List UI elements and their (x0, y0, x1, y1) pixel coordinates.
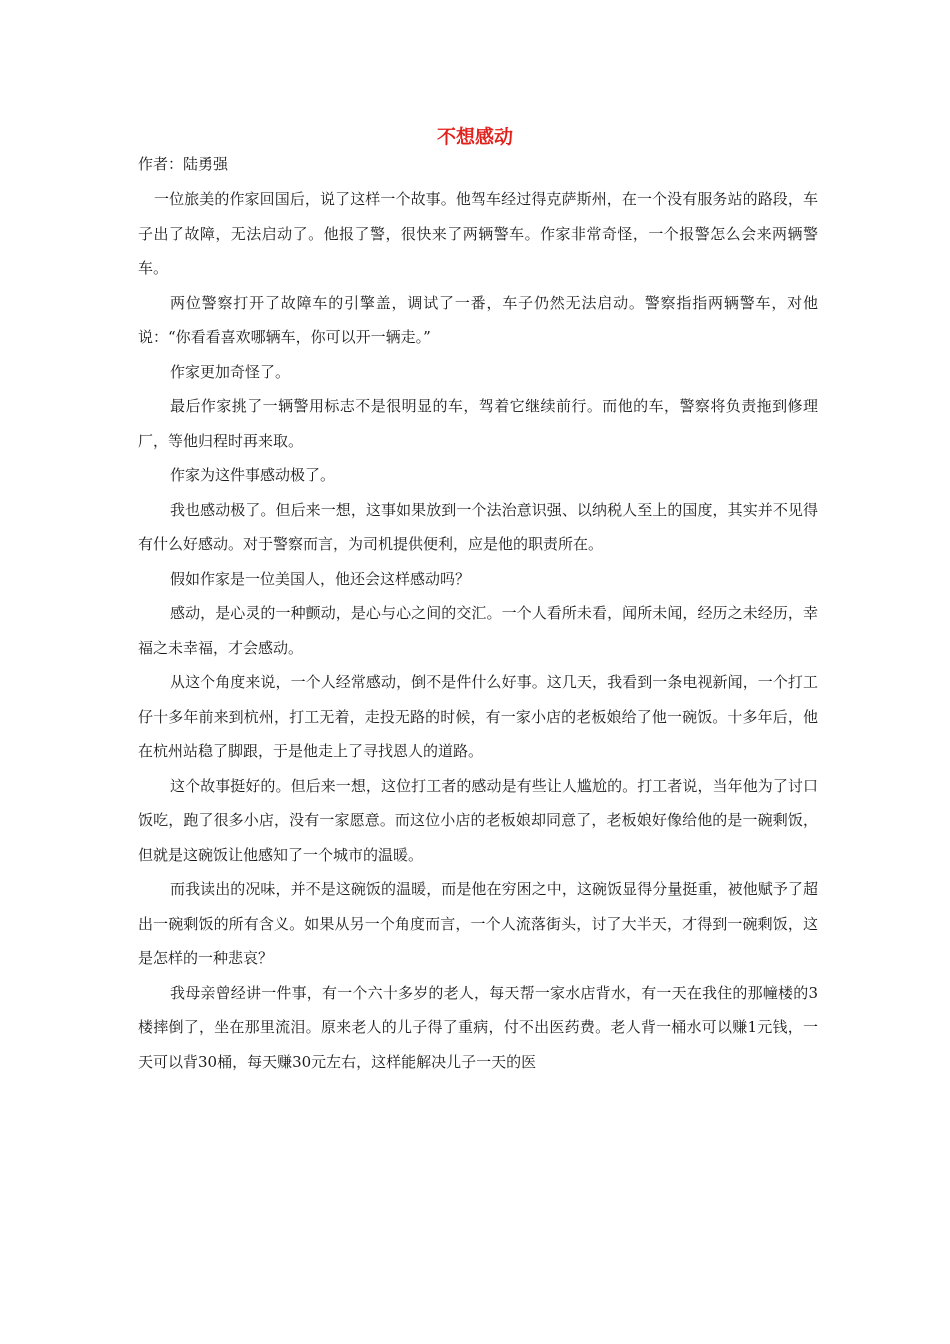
paragraph: 最后作家挑了一辆警用标志不是很明显的车，驾着它继续前行。而他的车，警察将负责拖到修理厂，等他归程时再来取。 (138, 397, 818, 450)
paragraph: 这个故事挺好的。但后来一想，这位打工者的感动是有些让人尴尬的。打工者说，当年他为了讨口饭吃，跑了很多小店，没有一家愿意。而这位小店的老板娘却同意了，老板娘好像给他的是一碗剩饭，但就是这碗饭让他感知了一个城市的温暖。 (138, 776, 818, 864)
paragraph: 两位警察打开了故障车的引擎盖，调试了一番，车子仍然无法启动。警察指指两辆警车，对他说：“你看看喜欢哪辆车，你可以开一辆走。” (138, 293, 818, 346)
paragraph: 假如作家是一位美国人，他还会这样感动吗？ (170, 569, 471, 588)
article-author: 作者：陆勇强 (138, 155, 229, 173)
paragraph: 作家为这件事感动极了。 (170, 466, 336, 484)
paragraph: 我母亲曾经讲一件事，有一个六十多岁的老人，每天帮一家水店背水，有一天在我住的那幢楼的3楼摔倒了，坐在那里流泪。原来老人的儿子得了重病，付不出医药费。老人背一桶水可以赚1元钱，一天可以背30桶，每天赚30元左右，这样能解决儿子一天的医 (138, 983, 818, 1071)
paragraph: 从这个角度来说，一个人经常感动，倒不是件什么好事。这几天，我看到一条电视新闻，一个打工仔十多年前来到杭州，打工无着，走投无路的时候，有一家小店的老板娘给了他一碗饭。十多年后，他在杭州站稳了脚跟，于是他走上了寻找恩人的道路。 (138, 673, 818, 760)
paragraph: 而我读出的况味，并不是这碗饭的温暖，而是他在穷困之中，这碗饭显得分量挺重，被他赋予了超出一碗剩饭的所有含义。如果从另一个角度而言，一个人流落街头，讨了大半天，才得到一碗剩饭，这是怎样的一种悲哀？ (138, 880, 818, 967)
article-body (138, 182, 818, 1079)
paragraph: 作家更加奇怪了。 (170, 362, 291, 381)
paragraph: 感动，是心灵的一种颤动，是心与心之间的交汇。一个人看所未看，闻所未闻，经历之未经历，幸福之未幸福，才会感动。 (138, 604, 818, 657)
article-title: 不想感动 (436, 126, 513, 148)
paragraph: 我也感动极了。但后来一想，这事如果放到一个法治意识强、以纳税人至上的国度，其实并不见得有什么好感动。对于警察而言，为司机提供便利，应是他的职责所在。 (138, 500, 818, 553)
paragraph: 一位旅美的作家回国后，说了这样一个故事。他驾车经过得克萨斯州，在一个没有服务站的路段，车子出了故障，无法启动了。他报了警，很快来了两辆警车。作家非常奇怪，一个报警怎么会来两辆警车。 (138, 190, 818, 277)
